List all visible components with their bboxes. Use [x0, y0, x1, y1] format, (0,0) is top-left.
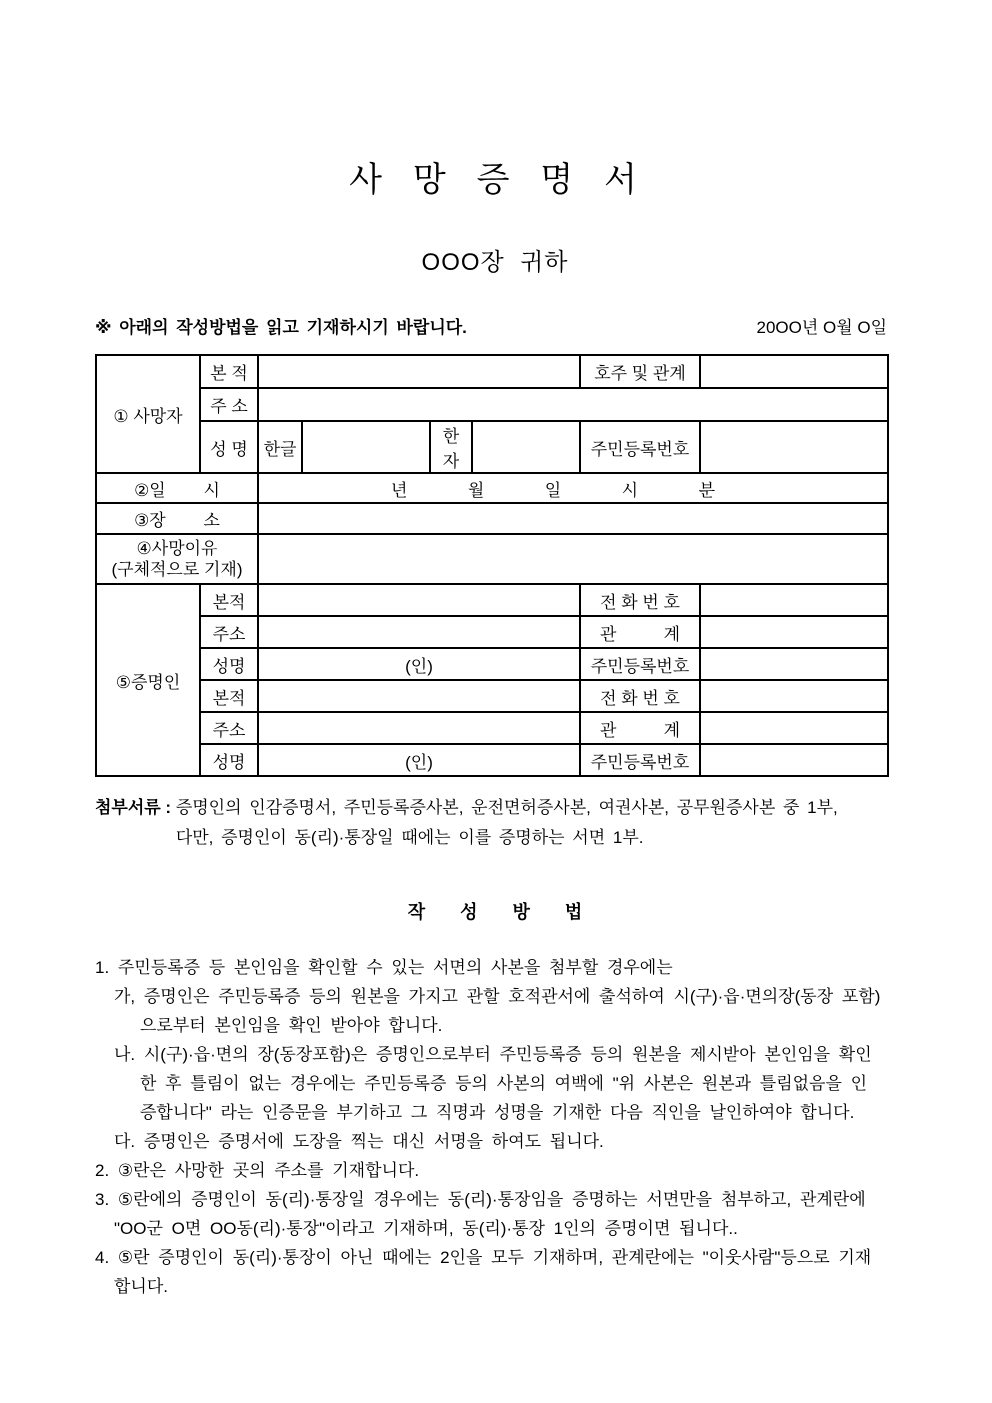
name-hanja-input[interactable]	[472, 421, 580, 473]
householder-relation-input[interactable]	[700, 355, 888, 388]
table-row	[96, 534, 888, 584]
witness2-phone-label: 전 화 번 호	[580, 680, 700, 712]
table-row	[96, 616, 888, 648]
instruction-line: 가, 증명인은 주민등록증 등의 원본을 가지고 관할 호적관서에 출석하여 시(구)·읍·면의장(동장 포함)	[114, 987, 881, 1006]
month-unit-label: 월	[467, 480, 485, 500]
name-hangul-input[interactable]	[302, 421, 430, 473]
instruction-line: 1. 주민등록증 등 본인임을 확인할 수 있는 서면의 사본을 첨부할 경우에는	[95, 958, 673, 977]
attachments-line2: 다만, 증명인이 동(리)·통장일 때에는 이를 증명하는 서면 1부.	[175, 828, 644, 847]
table-row	[96, 388, 888, 421]
table-row	[96, 503, 888, 534]
day-unit-label: 일	[544, 480, 562, 500]
table-row	[96, 473, 888, 503]
fill-in-notice: ※ 아래의 작성방법을 읽고 기재하시기 바랍니다.	[95, 318, 467, 337]
addressee-line: OOO장 귀하	[421, 249, 569, 276]
instruction-line: "OO군 O면 OO동(리)·통장"이라고 기재하며, 동(리)·통장 1인의 증명이면 됩니다..	[114, 1219, 738, 1238]
witness2-address-input[interactable]	[258, 712, 580, 744]
witness1-phone-input[interactable]	[700, 584, 888, 616]
datetime-section-label: ②일 시	[96, 473, 258, 503]
deceased-domicile-input[interactable]	[258, 355, 580, 388]
witness1-name-label: 성명	[200, 648, 258, 680]
hanja-label: 한자	[430, 421, 472, 473]
table-row	[96, 744, 888, 776]
death-certificate-form-table	[95, 354, 889, 777]
witness1-relation-label: 관 계	[580, 616, 700, 648]
attachments-body	[176, 793, 895, 853]
witness2-name-label: 성명	[200, 744, 258, 776]
witness2-resident-id-label: 주민등록번호	[580, 744, 700, 776]
instruction-line: 나. 시(구)·읍·면의 장(동장포함)은 증명인으로부터 주민등록증 등의 원본을 제시받아 본인임을 확인	[114, 1045, 872, 1064]
witness2-relation-input[interactable]	[700, 712, 888, 744]
deceased-resident-id-input[interactable]	[700, 421, 888, 473]
witness2-relation-label: 관 계	[580, 712, 700, 744]
table-row	[96, 648, 888, 680]
instruction-line: 4. ⑤란 증명인이 동(리)·통장이 아닌 때에는 2인을 모두 기재하며, 관계란에는 "이웃사람"등으로 기재	[95, 1248, 872, 1267]
witness1-domicile-input[interactable]	[258, 584, 580, 616]
deceased-address-label: 주 소	[200, 388, 258, 421]
cause-label-line2: (구체적으로 기재)	[111, 560, 243, 579]
deceased-name-label: 성 명	[200, 421, 258, 473]
witness2-name-input[interactable]	[258, 744, 580, 776]
attachments-label: 첨부서류	[95, 798, 161, 817]
datetime-units	[263, 476, 883, 501]
notice-row	[95, 318, 887, 338]
hour-unit-label: 시	[621, 480, 639, 500]
witness1-address-label: 주소	[200, 616, 258, 648]
minute-unit-label: 분	[698, 480, 715, 500]
document-date: 20OO년 O월 O일	[756, 318, 887, 337]
witness2-domicile-label: 본적	[200, 680, 258, 712]
deceased-section-label: ① 사망자	[96, 355, 200, 473]
deceased-address-input[interactable]	[258, 388, 888, 421]
attachments-separator: :	[160, 798, 176, 817]
witness2-address-label: 주소	[200, 712, 258, 744]
page-title: 사 망 증 명 서	[349, 161, 641, 199]
hangul-label: 한글	[258, 421, 302, 473]
witness1-relation-input[interactable]	[700, 616, 888, 648]
instruction-line: 합니다.	[114, 1277, 168, 1296]
year-unit-label: 년	[391, 480, 408, 500]
householder-relation-label: 호주 및 관계	[580, 355, 700, 388]
instruction-line: 3. ⑤란에의 증명인이 동(리)·통장일 경우에는 동(리)·통장임을 증명하는 서면만을 첨부하고, 관계란에	[95, 1190, 866, 1209]
instruction-line: 한 후 틀림이 없는 경우에는 주민등록증 등의 사본의 여백에 "위 사본은 원본과 틀림없음을 인	[140, 1074, 868, 1093]
attachments-note	[95, 793, 895, 853]
cause-label-line1: ④사망이유	[136, 539, 218, 558]
witness1-name-input[interactable]	[258, 648, 580, 680]
instruction-line: 증합니다" 라는 인증문을 부기하고 그 직명과 성명을 기재한 다음 직인을 날인하여야 합니다.	[140, 1103, 855, 1122]
witness2-domicile-input[interactable]	[258, 680, 580, 712]
table-row	[96, 712, 888, 744]
witness1-phone-label: 전 화 번 호	[580, 584, 700, 616]
witness2-phone-input[interactable]	[700, 680, 888, 712]
datetime-input[interactable]	[258, 473, 888, 503]
cause-section-label	[96, 534, 258, 584]
witness1-resident-id-label: 주민등록번호	[580, 648, 700, 680]
place-input[interactable]	[258, 503, 888, 534]
place-section-label: ③장 소	[96, 503, 258, 534]
witness2-seal-mark: (인)	[405, 752, 433, 772]
deceased-domicile-label: 본 적	[200, 355, 258, 388]
witness1-domicile-label: 본적	[200, 584, 258, 616]
instruction-line: 2. ③란은 사망한 곳의 주소를 기재합니다.	[95, 1161, 420, 1180]
instruction-line: 다. 증명인은 증명서에 도장을 찍는 대신 서명을 하여도 됩니다.	[114, 1132, 604, 1151]
instructions-list	[95, 953, 895, 1301]
instruction-line: 으로부터 본인임을 확인 받아야 합니다.	[140, 1016, 443, 1035]
witness2-resident-id-input[interactable]	[700, 744, 888, 776]
table-row	[96, 421, 888, 473]
witness-section-label: ⑤증명인	[96, 584, 200, 776]
table-row	[96, 680, 888, 712]
table-row	[96, 584, 888, 616]
table-row	[96, 355, 888, 388]
witness1-seal-mark: (인)	[405, 656, 433, 676]
witness1-resident-id-input[interactable]	[700, 648, 888, 680]
cause-input[interactable]	[258, 534, 888, 584]
instructions-heading: 작 성 방 법	[407, 902, 583, 922]
deceased-resident-id-label: 주민등록번호	[580, 421, 700, 473]
attachments-line1: 증명인의 인감증명서, 주민등록증사본, 운전면허증사본, 여권사본, 공무원증사본 중 1부,	[175, 798, 838, 817]
witness1-address-input[interactable]	[258, 616, 580, 648]
